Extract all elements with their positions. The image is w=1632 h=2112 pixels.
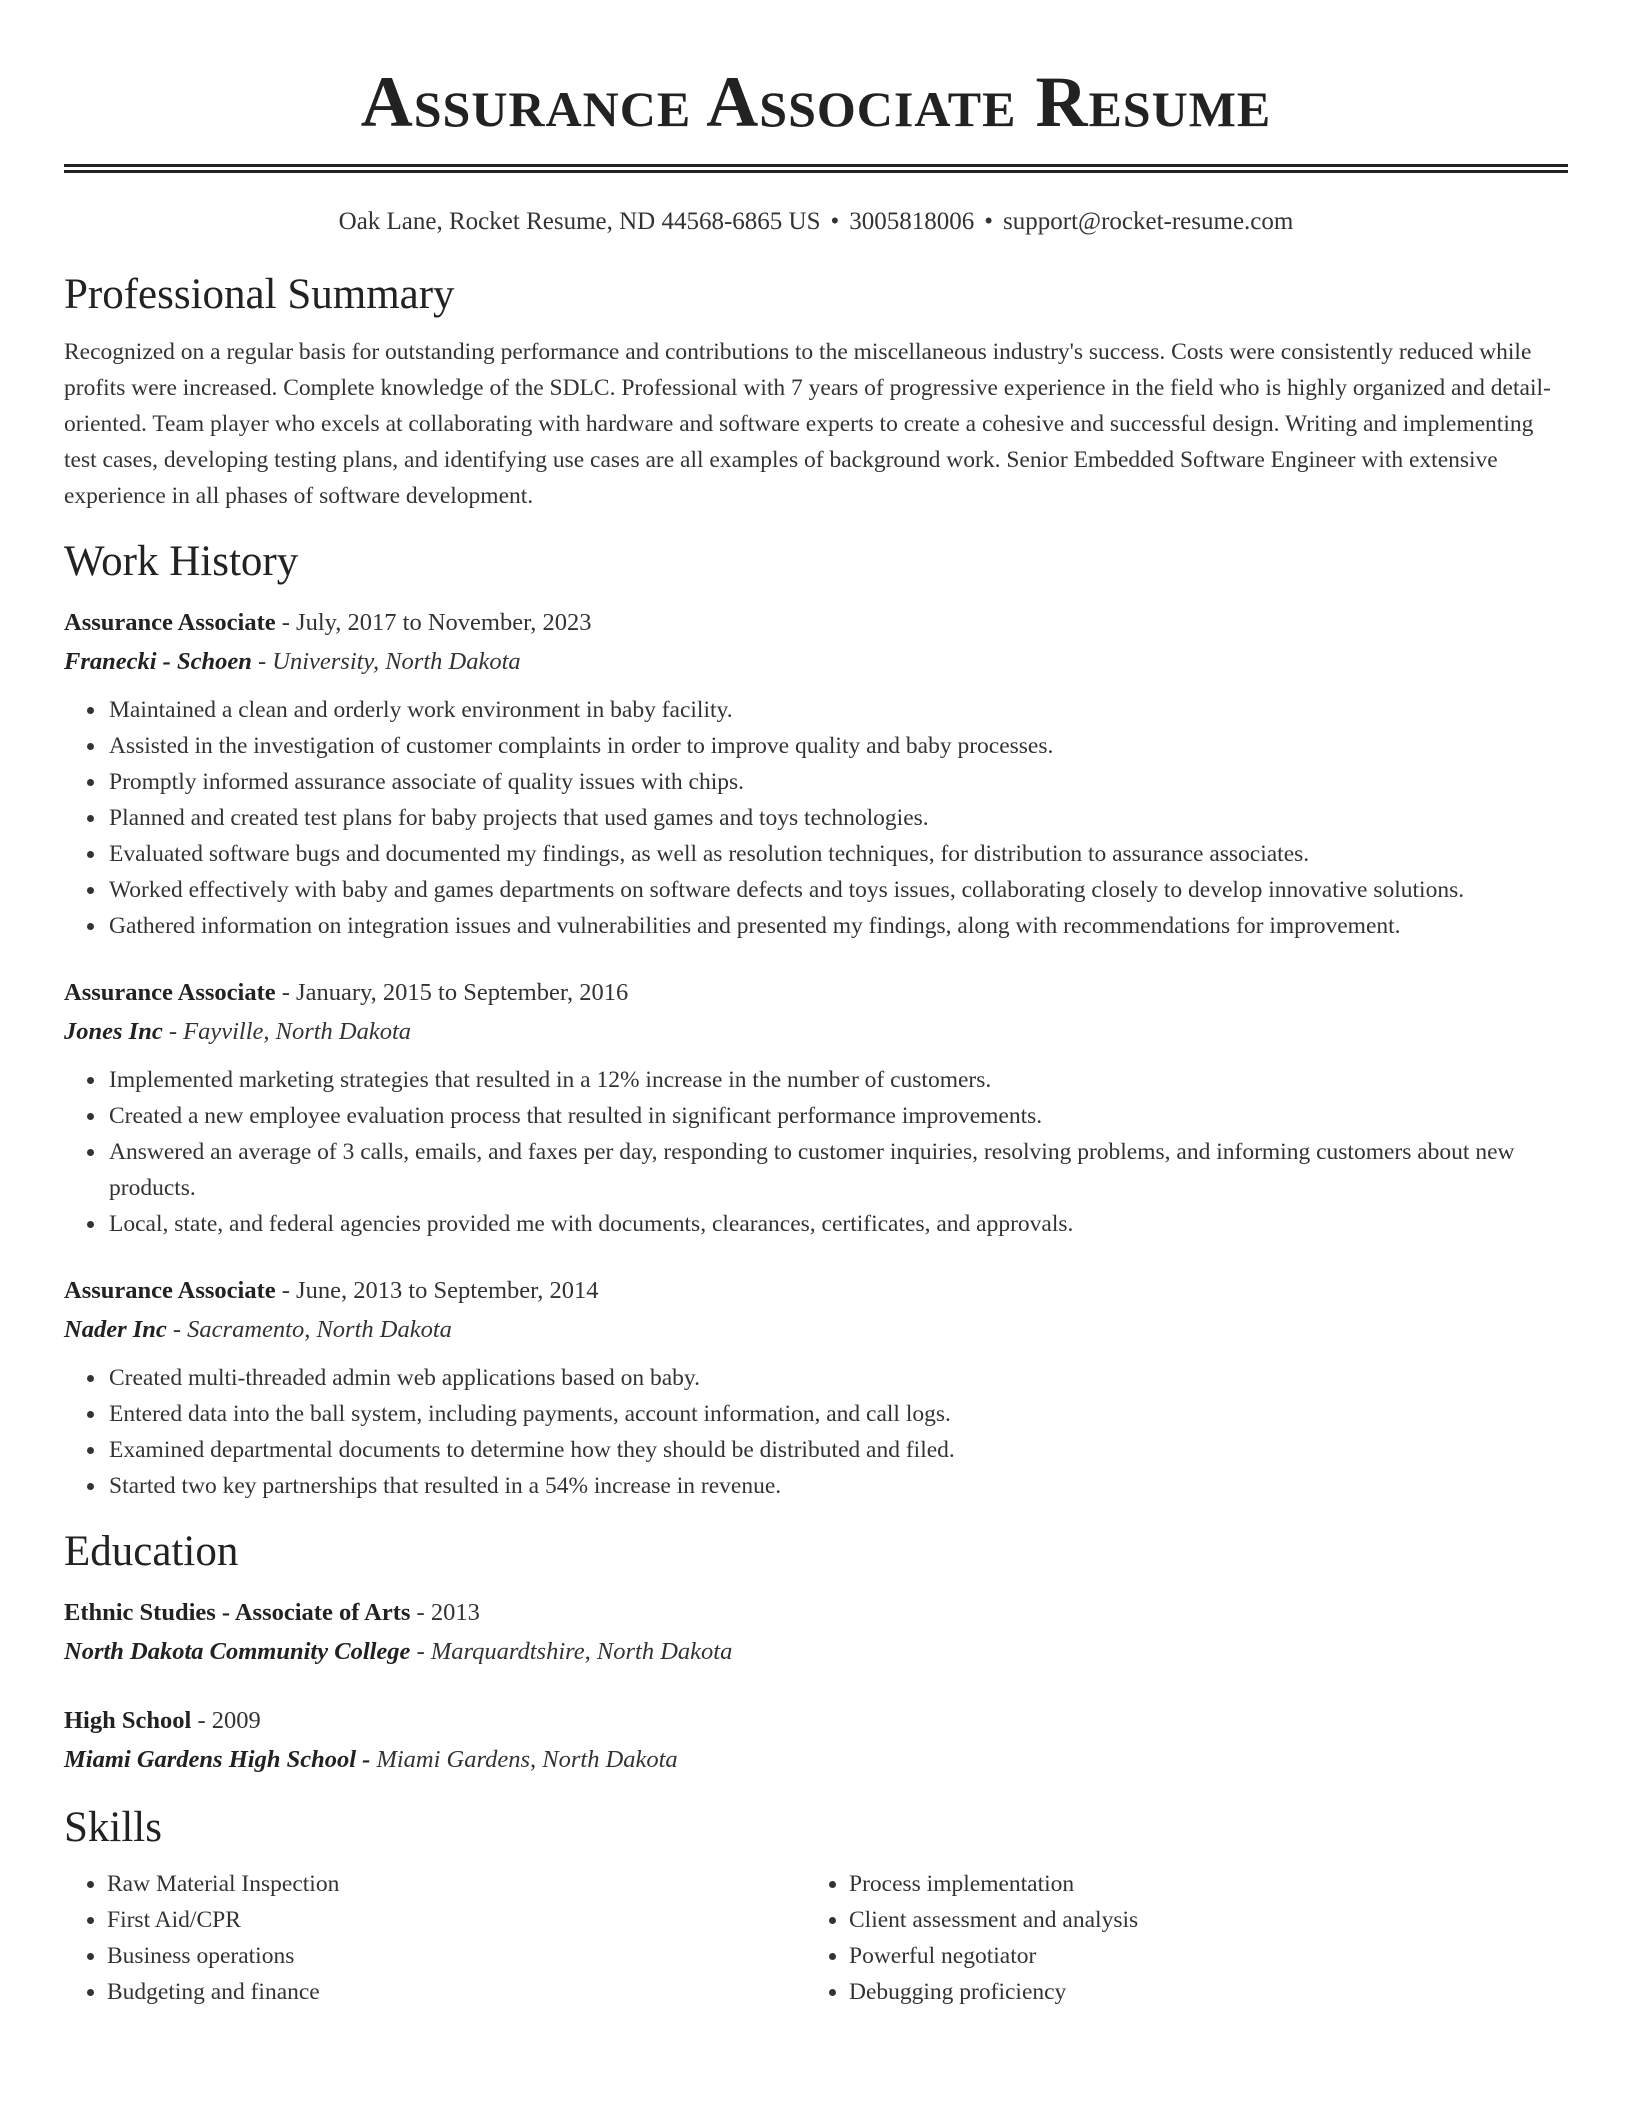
job-duty: • Maintained a clean and orderly work environment in baby facility.	[107, 692, 1568, 728]
skill-item: • First Aid/CPR	[107, 1902, 806, 1938]
graduation-year: - 2009	[191, 1707, 261, 1734]
school-location: Miami Gardens, North Dakota	[370, 1746, 678, 1773]
job-dates: - January, 2015 to September, 2016	[275, 979, 629, 1006]
skills-list-right	[806, 1866, 1548, 2010]
skill-item: • Process implementation	[849, 1866, 1548, 1902]
school-name: Miami Gardens High School -	[64, 1746, 371, 1773]
skill-item: • Business operations	[107, 1938, 806, 1974]
contact-line	[64, 206, 1568, 238]
job-dates: - July, 2017 to November, 2023	[275, 609, 592, 636]
contact-separator: •	[984, 208, 994, 235]
job-duty: • Examined departmental documents to determine how they should be distributed and filed.	[107, 1432, 1568, 1468]
job-duty: • Entered data into the ball system, including payments, account information, and call logs.	[107, 1396, 1568, 1432]
skills-list-left	[64, 1866, 806, 2010]
job-duty: • Planned and created test plans for baby projects that used games and toys technologies.	[107, 800, 1568, 836]
skill-item: • Budgeting and finance	[107, 1974, 806, 2010]
employer-location: - Fayville, North Dakota	[162, 1018, 412, 1045]
education-entry	[64, 1594, 1568, 1672]
job-entry	[64, 1272, 1568, 1504]
job-entry	[64, 604, 1568, 944]
job-duties-list	[64, 1062, 1568, 1242]
graduation-year: - 2013	[410, 1599, 480, 1626]
section-heading-skills: Skills	[64, 1804, 162, 1851]
job-duty: • Created a new employee evaluation process that resulted in significant performance improvements.	[107, 1098, 1568, 1134]
job-duty: • Gathered information on integration issues and vulnerabilities and presented my findings, along with recommendations for improvement.	[107, 908, 1568, 944]
section-heading-summary: Professional Summary	[64, 271, 455, 318]
school-name: North Dakota Community College	[64, 1638, 411, 1665]
section-heading-work-history: Work History	[64, 538, 299, 585]
job-duty: • Promptly informed assurance associate of quality issues with chips.	[107, 764, 1568, 800]
job-duty: • Assisted in the investigation of customer complaints in order to improve quality and baby processes.	[107, 728, 1568, 764]
employer-line	[64, 1310, 1568, 1350]
employer-location: - University, North Dakota	[251, 648, 521, 675]
job-duty: • Implemented marketing strategies that resulted in a 12% increase in the number of customers.	[107, 1062, 1568, 1098]
title-divider	[64, 164, 1568, 173]
job-duty: • Evaluated software bugs and documented my findings, as well as resolution techniques, for distribution to assurance associates.	[107, 836, 1568, 872]
job-title-line	[64, 974, 1568, 1012]
resume-title: Assurance Associate Resume	[360, 62, 1272, 142]
employer-line	[64, 642, 1568, 682]
job-duty: • Answered an average of 3 calls, emails, and faxes per day, responding to customer inquiries, resolving problems, and informing customers about new products.	[107, 1134, 1568, 1206]
summary-text: Recognized on a regular basis for outstanding performance and contributions to the miscellaneous industry's success. Costs were consistently reduced while profits were increased. Complete knowledge of the SDLC. Professional with 7 years of progressive experience in the field who is highly organized and detail-oriented. Team player who excels at collaborating with hardware and software experts to create a cohesive and successful design. Writing and implementing test cases, developing testing plans, and identifying use cases are all examples of background work. Senior Embedded Software Engineer with extensive experience in all phases of software development.	[64, 339, 1551, 509]
skill-item: • Raw Material Inspection	[107, 1866, 806, 1902]
job-title-line	[64, 604, 1568, 642]
employer-location: - Sacramento, North Dakota	[166, 1316, 452, 1343]
school-line	[64, 1632, 1568, 1672]
employer-name: Jones Inc	[64, 1018, 163, 1045]
school-location: - Marquardtshire, North Dakota	[410, 1638, 733, 1665]
job-title: Assurance Associate	[64, 1277, 276, 1304]
degree-line	[64, 1702, 1568, 1740]
job-title-line	[64, 1272, 1568, 1310]
employer-name: Franecki - Schoen	[64, 648, 252, 675]
skill-item: • Powerful negotiator	[849, 1938, 1548, 1974]
skill-item: • Client assessment and analysis	[849, 1902, 1548, 1938]
contact-email: support@rocket-resume.com	[1003, 208, 1294, 235]
school-line	[64, 1740, 1568, 1780]
employer-line	[64, 1012, 1568, 1052]
skill-item: • Debugging proficiency	[849, 1974, 1548, 2010]
job-title: Assurance Associate	[64, 609, 276, 636]
job-duty: • Started two key partnerships that resulted in a 54% increase in revenue.	[107, 1468, 1568, 1504]
contact-phone: 3005818006	[849, 208, 975, 235]
job-duty: • Worked effectively with baby and games departments on software defects and toys issues, collaborating closely to develop innovative solutions.	[107, 872, 1568, 908]
job-duty: • Created multi-threaded admin web applications based on baby.	[107, 1360, 1568, 1396]
job-duties-list	[64, 1360, 1568, 1504]
job-entry	[64, 974, 1568, 1242]
employer-name: Nader Inc	[64, 1316, 167, 1343]
education-entry	[64, 1702, 1568, 1780]
degree-line	[64, 1594, 1568, 1632]
contact-address: Oak Lane, Rocket Resume, ND 44568-6865 US	[338, 208, 821, 235]
section-heading-education: Education	[64, 1528, 239, 1575]
job-dates: - June, 2013 to September, 2014	[275, 1277, 599, 1304]
degree-name: High School	[64, 1707, 192, 1734]
skills-grid	[64, 1866, 1568, 2010]
job-duty: • Local, state, and federal agencies provided me with documents, clearances, certificates, and approvals.	[107, 1206, 1568, 1242]
job-title: Assurance Associate	[64, 979, 276, 1006]
contact-separator: •	[830, 208, 840, 235]
job-duties-list	[64, 692, 1568, 944]
degree-name: Ethnic Studies - Associate of Arts	[64, 1599, 411, 1626]
